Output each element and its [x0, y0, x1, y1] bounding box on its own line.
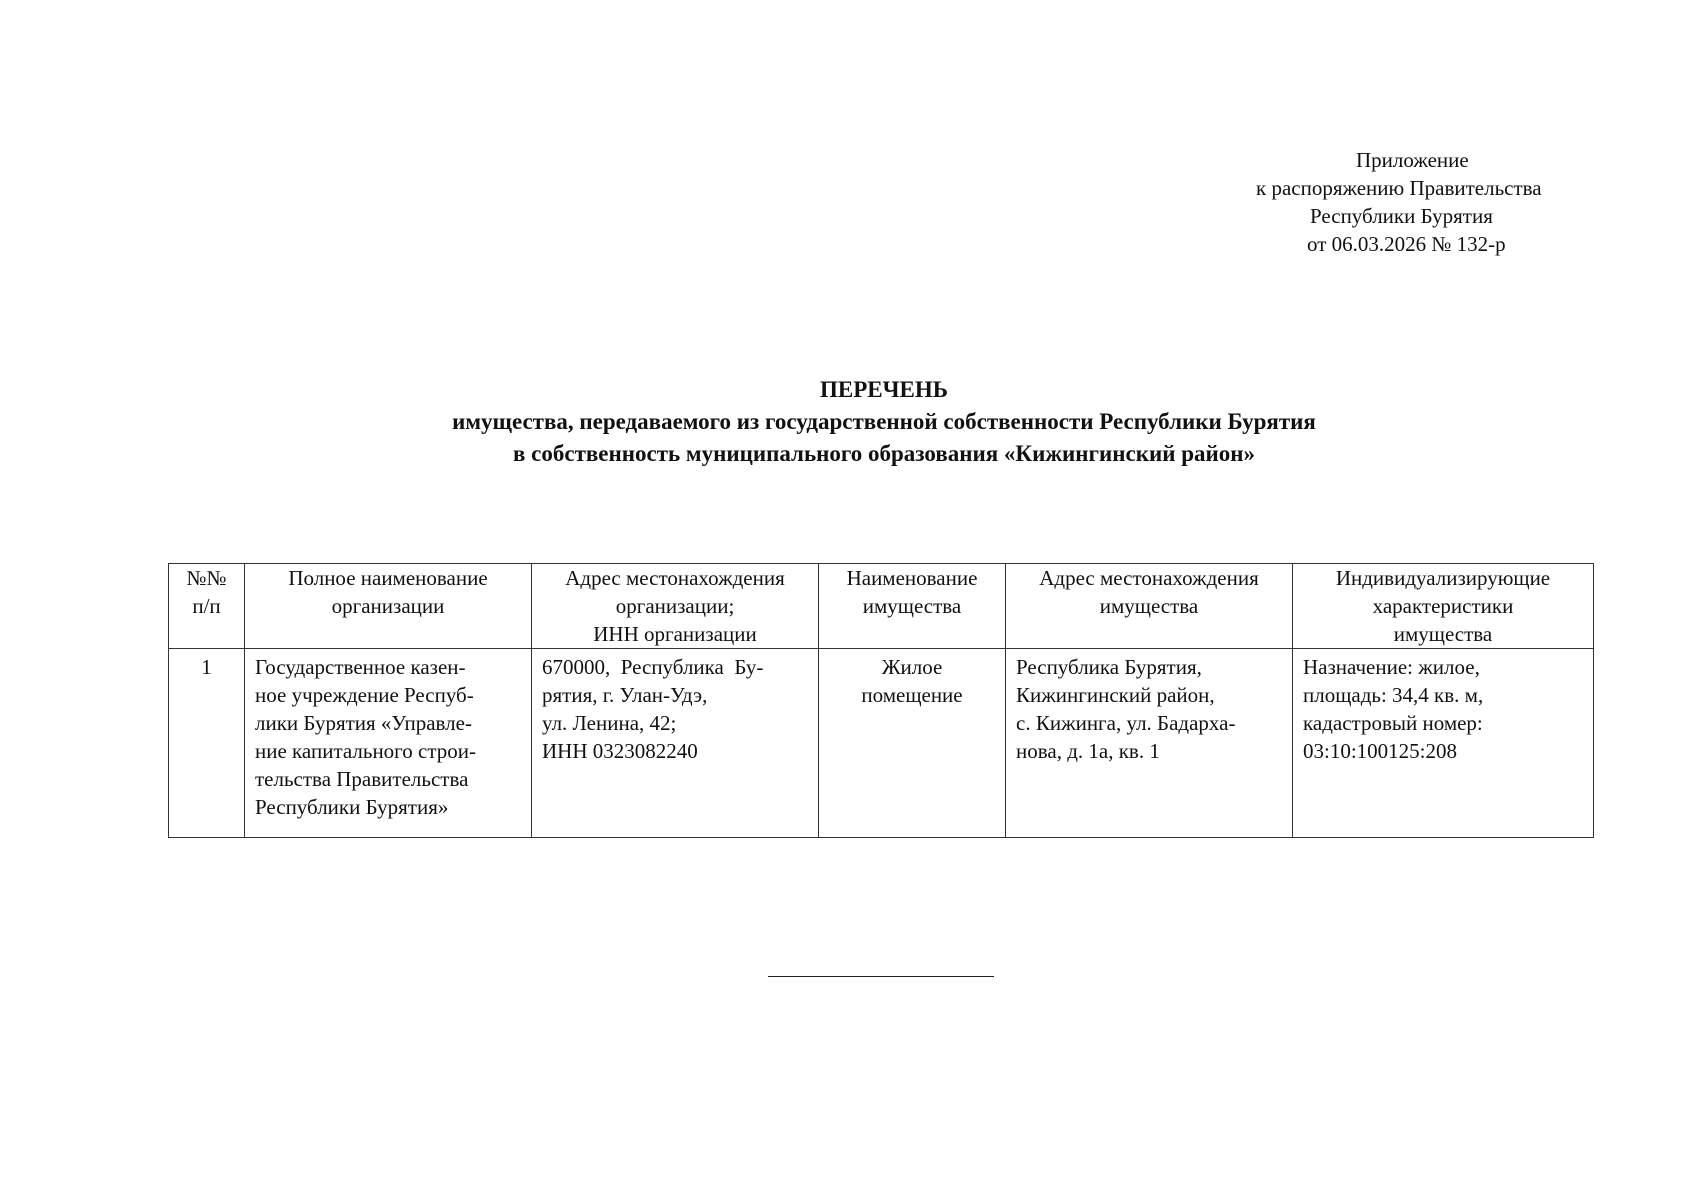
title-subtitle-line-2: в собственность муниципального образования «Кижингинский район» [512, 441, 1256, 466]
cell-number: 1 [169, 649, 245, 838]
header-org-name: Полное наименование организации [245, 564, 532, 649]
title-heading: ПЕРЕЧЕНЬ [820, 377, 948, 402]
header-property-name: Наименование имущества [819, 564, 1006, 649]
cell-property-name: Жилое помещение [819, 649, 1006, 838]
document-title [0, 374, 1698, 470]
header-org-address: Адрес местонахождения организации; ИНН организации [532, 564, 819, 649]
appendix-decree: к распоряжению Правительства [1256, 176, 1542, 200]
table-row [169, 649, 1594, 838]
appendix-date-number: от 06.03.2026 № 132-р [1307, 232, 1506, 256]
appendix-label: Приложение [1356, 148, 1469, 172]
cell-org-address: 670000, Республика Бу- рятия, г. Улан-Удэ, ул. Ленина, 42; ИНН 0323082240 [532, 649, 819, 838]
cell-characteristics: Назначение: жилое, площадь: 34,4 кв. м, кадастровый номер: 03:10:100125:208 [1293, 649, 1594, 838]
appendix-block [1240, 146, 1620, 258]
cell-org-name: Государственное казен- ное учреждение Респуб- лики Бурятия «Управле- ние капитального строи- тельства Правительства Республики Бурятия» [245, 649, 532, 838]
header-number: №№ п/п [169, 564, 245, 649]
cell-property-address: Республика Бурятия, Кижингинский район, с. Кижинга, ул. Бадарха- нова, д. 1а, кв. 1 [1006, 649, 1293, 838]
title-subtitle-line-1: имущества, передаваемого из государственной собственности Республики Бурятия [452, 409, 1316, 434]
header-property-address: Адрес местонахождения имущества [1006, 564, 1293, 649]
closing-divider [768, 976, 994, 977]
property-table [168, 563, 1594, 838]
appendix-republic: Республики Бурятия [1310, 204, 1493, 228]
header-characteristics: Индивидуализирующие характеристики имущества [1293, 564, 1594, 649]
table-header-row [169, 564, 1594, 649]
